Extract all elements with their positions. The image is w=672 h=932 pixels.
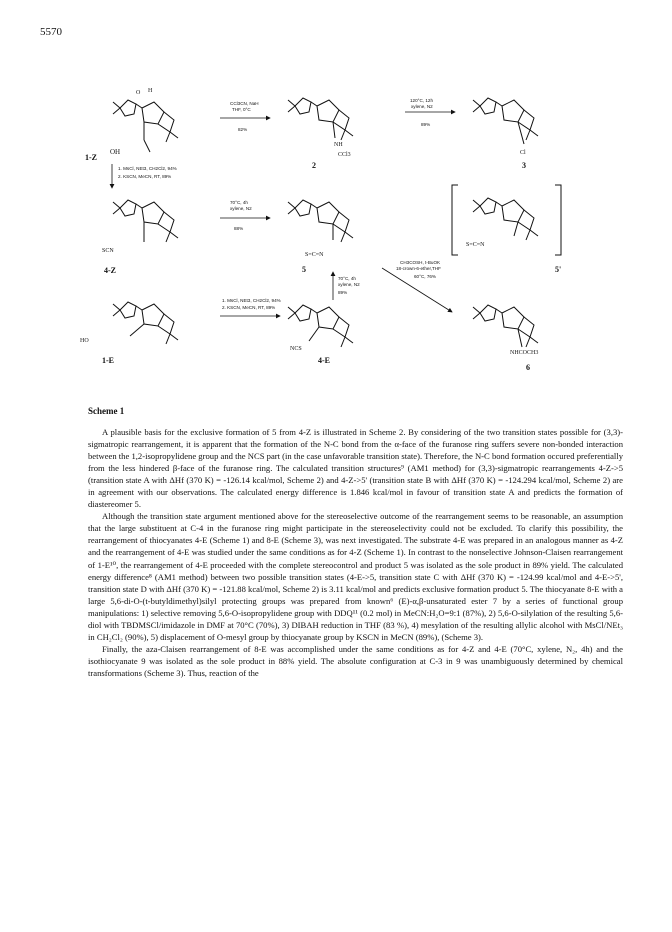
cond-b2: xylene, N2 (411, 104, 433, 109)
group-nhcoch3: NHCOCH3 (510, 350, 539, 356)
group-ccl3: CCl3 (338, 152, 351, 158)
label-6: 6 (526, 363, 530, 372)
group-scn-5p: S=C=N (466, 242, 485, 248)
paragraph-2: Although the transition state argument mentioned above for the stereoselective outcome of the rearrangement seems to be reasonable, an assumption that the large substituent at C-4 in the furanose ring might participate in the stereoselectivity could not be excluded. To clarify this possibility, the rearrangement of thiocyanates 4-E (Scheme 1) and 8-E (Scheme 3), was next investigated. The substrate 4-E was prepared in an analogous manner as 4-Z and the rearrangement of 4-E was studied under the same conditions as for 4-Z (Scheme 1). In contrast to the nonselective Johnson-Claisen rearrangement of 1-E¹⁰, the rearrangement of 4-E proceeded with the complete stereocontrol and product 5 was isolated as the sole product in 89% yield. The calculated energy difference⁸ (AM1 method) between two possible transition states (4-E->5, transition state C with ΔHf (370 K) = -124.99 kcal/mol and 4-E->5', transition state D with ΔHf (370 K) = -121.88 kcal/mol, Scheme 2) is 3.11 kcal/mol and predicts exclusive formation product 5. The thiocyanate 8-E with a large 5,6-di-O-(t-butyldimethyl)silyl protecting groups was prepared from known⁶ (E)-α,β-unsaturated ester 7 by a series of functional group manipulations: 1) selective removing 5,6-O-isopropylidene group with DDQ¹¹ (0.2 mol) in MeCN:H₂O=9:1 (87%), 2) 5,6-O-silylation of the resulting 5,6-diol with TBDMSCl/imidazole in DMF at 70°C (70%), 3) DIBAH reduction in THF (83 %), 4) mesylation of the resulting allylic alcohol with MsCl/NEt₃ in CH₂Cl₂ (90%), 5) displacement of O-mesyl group by thiocyanate group by KSCN in MeCN (89%), (Scheme 3). (88, 511, 623, 642)
o-label: O (136, 90, 141, 96)
group-scn-5: S=C=N (305, 252, 324, 258)
cond-e1: 70°C, 4h (338, 276, 356, 281)
bracket-left (452, 185, 458, 255)
label-1e: 1-E (102, 356, 114, 365)
reaction-scheme (80, 60, 600, 390)
structure-3 (473, 98, 538, 144)
cond-c1: 1. MsCl, NEt3, CH2Cl2, 94% (118, 166, 177, 171)
cond-f2: 18-crown-6-ether,THF (396, 266, 441, 271)
cond-a1: CCl3CN, NaH (230, 101, 259, 106)
structure-4e (288, 305, 353, 347)
cond-e2: xylene, N2 (338, 282, 360, 287)
structure-2 (288, 98, 353, 140)
cond-f3: 60°C, 76% (414, 274, 437, 279)
cond-d3: 88% (234, 226, 244, 231)
structure-1z (113, 100, 178, 152)
page-number: 5570 (40, 26, 62, 38)
structure-4z (113, 200, 178, 242)
cond-f1: CH3COSH, t-BuOK (400, 260, 441, 265)
cond-c2: 2. KSCN, MeCN, RT, 89% (118, 174, 172, 179)
paragraph-3: Finally, the aza-Claisen rearrangement of 8-E was accomplished under the same conditions as for 4-Z and 4-E (70°C, xylene, N₂, 4h) and the isothiocyanate 9 was isolated as the sole product in 88% yield. The absolute configuration at C-3 in 9 was unambiguously determined by chemical transformations (Scheme 3). Thus, reaction of the (88, 643, 623, 678)
group-cl: Cl (520, 150, 526, 156)
cond-g1: 1. MsCl, NEt3, CH2Cl2, 94% (222, 298, 281, 303)
cond-a3: 82% (238, 127, 248, 132)
bracket-right (555, 185, 561, 255)
body-text (88, 426, 623, 679)
cond-d1: 70°C, 4h (230, 200, 248, 205)
group-oh: OH (110, 148, 121, 156)
label-1z: 1-Z (85, 153, 97, 162)
group-scn: SCN (102, 248, 114, 254)
cond-b1: 120°C, 12h (410, 98, 434, 103)
cond-e3: 89% (338, 290, 348, 295)
structure-5p (473, 198, 538, 240)
h-label: H (148, 88, 153, 94)
paragraph-1: A plausible basis for the exclusive formation of 5 from 4-Z is illustrated in Scheme 2. By considering of the two transition states possible for (3,3)-sigmatropic rearrangement, it is apparent that the formation of the N-C bond from the α-face of the furanose ring suffers severe non-bonded interaction between the 1,2-isopropylidene group and the NCS part (in the case unfavorable transition state). Therefore, the N-C bond formation occured preferentially from the less hindered β-face of the furanose ring. The calculated transition structures⁹ (AM1 method) for (3,3)-sigmatropic rearrangements 4-Z->5 (transition state A with ΔHf (370 K) = -126.14 kcal/mol, Scheme 2) and 4-Z->5' (transition state B with ΔHf (370 K) = -124.294 kcal/mol, Scheme 2) are in agreement with our observations. The calculated energy difference is 1.846 kcal/mol in favour of transition state A and predicts the formation of diastereomer 5. (88, 427, 623, 510)
label-5: 5 (302, 265, 306, 274)
cond-g2: 2. KSCN, MeCN, RT, 89% (222, 305, 276, 310)
scheme-drawing (80, 60, 600, 390)
label-4e: 4-E (318, 356, 330, 365)
scheme-title: Scheme 1 (88, 406, 125, 416)
structure-1e (113, 302, 178, 344)
group-nh: NH (334, 142, 343, 148)
group-ncs: NCS (290, 346, 302, 352)
label-4z: 4-Z (104, 266, 116, 275)
structure-5 (288, 200, 353, 242)
structure-6 (473, 305, 538, 347)
label-5p: 5' (555, 265, 562, 274)
label-3: 3 (522, 161, 526, 170)
group-ho: HO (80, 338, 89, 344)
label-2: 2 (312, 161, 316, 170)
cond-b3: 89% (421, 122, 431, 127)
cond-d2: xylene, N2 (230, 206, 252, 211)
cond-a2: THF, 0°C (232, 107, 251, 112)
